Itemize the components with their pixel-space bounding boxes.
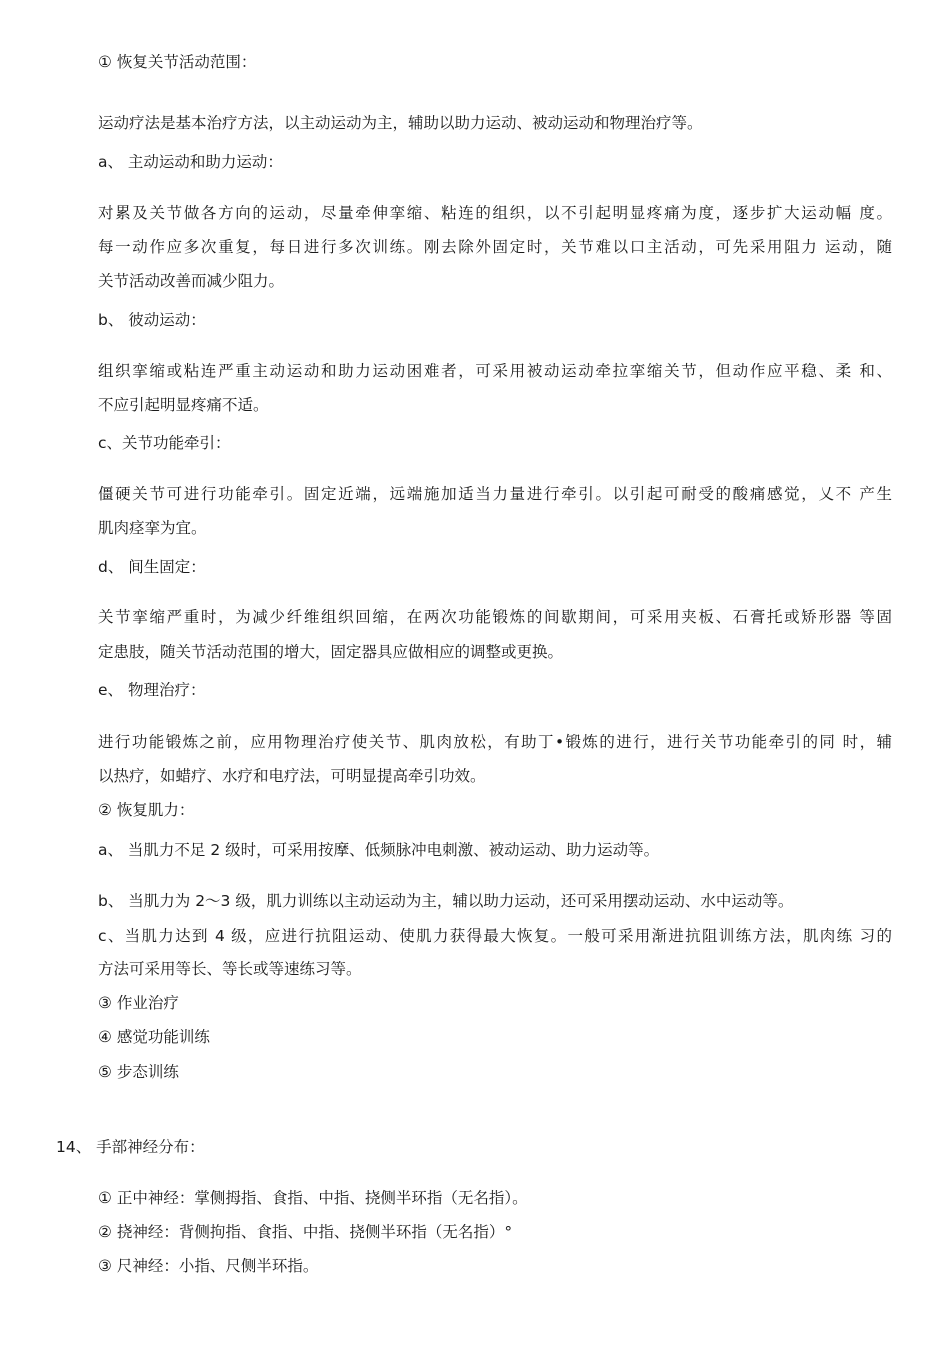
subheading-traction: c、关节功能牵引： [98,434,231,452]
paragraph-line: 进行功能锻炼之前，应用物理治疗使关节、肌肉放松，有助丁•锻炼的进行，进行关节功能牵引的同 时，辅 [98,733,892,751]
paragraph-line: 关节挛缩严重时，为减少纤维组织回缩，在两次功能锻炼的间歇期间，可采用夹板、石膏托或矫形器 等固 [98,608,892,626]
paragraph-line: 僵硬关节可进行功能牵引。固定近端，远端施加适当力量进行牵引。以引起可耐受的酸痛感觉，乂不 产生 [98,485,892,503]
paragraph-line: 以热疗，如蜡疗、水疗和电疗法，可明显提高牵引功效。 [98,767,486,785]
heading-gait-training: ⑤ 步态训练 [98,1063,179,1081]
heading-restore-strength: ② 恢复肌力： [98,801,195,819]
subheading-fixation: d、 间生固定： [98,558,206,576]
paragraph-line: 方法可采用等长、等长或等速练习等。 [98,960,362,978]
list-item: ① 正中神经：掌侧拇指、食指、中指、挠侧半环指（无名指）。 [98,1189,528,1207]
heading-occupational-therapy: ③ 作业治疗 [98,994,179,1012]
paragraph-line: 对累及关节做各方向的运动，尽量牵伸挛缩、粘连的组织，以不引起明显疼痛为度，逐步扩大运动幅 度。 [98,204,892,222]
heading-restore-range: ① 恢复关节活动范围： [98,53,257,71]
paragraph-line: 定患肢，随关节活动范围的增大，固定器具应做相应的调整或更换。 [98,643,564,661]
list-item: c、当肌力达到 4 级，应进行抗阻运动、使肌力获得最大恢复。一般可采用渐进抗阻训练方法，肌肉练 习的 [98,927,892,945]
list-item: b、 当肌力为 2〜3 级，肌力训练以主动运动为主，辅以助力运动，还可采用摆动运动、水中运动等。 [98,892,794,910]
subheading-passive-motion: b、 彼动运动： [98,311,206,329]
paragraph-line: 每一动作应多次重复，每日进行多次训练。刚去除外固定时，关节难以口主活动，可先采用阻力 运动，随 [98,238,892,256]
subheading-active-motion: a、 主动运动和助力运动： [98,153,283,171]
paragraph-line: 组织挛缩或粘连严重主动运动和助力运动困难者，可采用被动运动牵拉挛缩关节，但动作应平稳、柔 和、 [98,362,892,380]
paragraph-line: 运动疗法是基本治疗方法，以主动运动为主，辅助以助力运动、被动运动和物理治疗等。 [98,114,703,132]
paragraph-line: 关节活动改善而减少阻力。 [98,272,285,290]
list-item: a、 当肌力不足 2 级时，可采用按摩、低频脉冲电刺激、被动运动、助力运动等。 [98,841,660,859]
paragraph-line: 肌肉痉挛为宜。 [98,519,207,537]
section-heading-hand-nerves: 14、 手部神经分布： [56,1138,205,1156]
list-item: ③ 尺神经：小指、尺侧半环指。 [98,1257,319,1275]
paragraph-line: 不应引起明显疼痛不适。 [98,396,269,414]
list-item: ② 挠神经：背侧拘指、食指、中指、挠侧半环指（无名指）° [98,1223,513,1241]
subheading-physiotherapy: e、 物理治疗： [98,681,206,699]
heading-sensory-training: ④ 感觉功能训练 [98,1028,210,1046]
